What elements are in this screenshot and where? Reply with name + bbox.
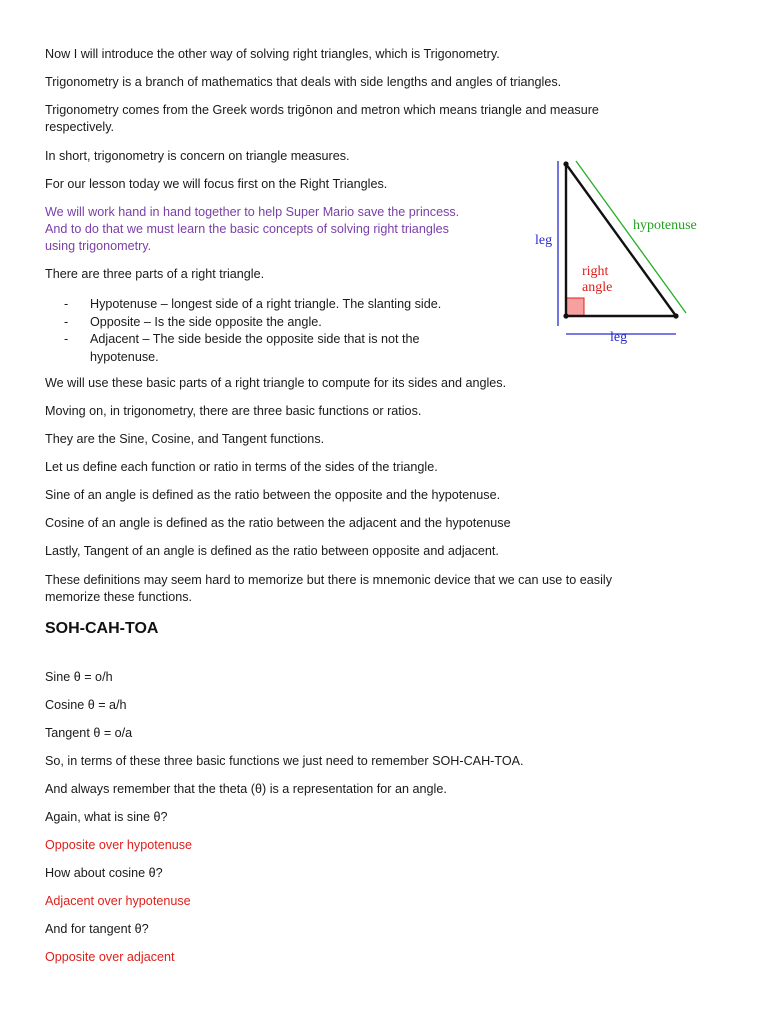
paragraph-origin-line2: respectively. [45,120,115,134]
label-hypotenuse: hypotenuse [633,218,697,233]
paragraph-use-parts: We will use these basic parts of a right triangle to compute for its sides and angles. [45,376,507,390]
right-angle-marker [566,298,584,316]
paragraph-they-are: They are the Sine, Cosine, and Tangent functions. [45,432,325,446]
list-item: - Adjacent – The side beside the opposite side that is not the hypotenuse. [64,332,420,364]
question-cosine: How about cosine θ? [45,866,163,880]
answer-sine: Opposite over hypotenuse [45,838,193,852]
paragraph-origin-line1: Trigonometry comes from the Greek words trigōnon and metron which means triangle and measure [45,103,599,117]
paragraph-focus: For our lesson today we will focus first on the Right Triangles. [45,177,388,191]
paragraph-cosine-def: Cosine of an angle is defined as the ratio between the adjacent and the hypotenuse [45,516,511,530]
answer-cosine: Adjacent over hypotenuse [45,894,191,908]
parts-list [64,296,490,366]
paragraph-define-each: Let us define each function or ratio in terms of the sides of the triangle. [45,460,438,474]
right-triangle-figure [528,156,718,351]
paragraph-theta-note: And always remember that the theta (θ) is a representation for an angle. [45,782,447,796]
paragraph-short: In short, trigonometry is concern on triangle measures. [45,149,350,163]
paragraph-sine-def: Sine of an angle is defined as the ratio between the opposite and the hypotenuse. [45,488,501,502]
paragraph-mnemonic-line1: These definitions may seem hard to memorize but there is mnemonic device that we can use to easily [45,573,612,587]
label-right-angle-line1: right [582,264,609,279]
vertex-right-angle [563,313,568,318]
paragraph-parts-intro: There are three parts of a right triangle. [45,267,265,281]
question-sine: Again, what is sine θ? [45,810,168,824]
paragraph-mnemonic-line2: memorize these functions. [45,590,192,604]
label-leg-vertical: leg [535,233,553,248]
paragraph-mario-line3: using trigonometry. [45,239,152,253]
paragraph-moving-on: Moving on, in trigonometry, there are three basic functions or ratios. [45,404,422,418]
vertex-bottom-right [673,313,678,318]
paragraph-intro: Now I will introduce the other way of solving right triangles, which is Trigonometry. [45,47,500,61]
list-item: - Opposite – Is the side opposite the angle. [64,314,322,329]
paragraph-mario-line2: And to do that we must learn the basic concepts of solving right triangles [45,222,449,236]
paragraph-definition: Trigonometry is a branch of mathematics that deals with side lengths and angles of triangles. [45,75,562,89]
formula-cosine: Cosine θ = a/h [45,698,127,712]
question-tangent: And for tangent θ? [45,922,149,936]
section-heading: SOH-CAH-TOA [45,620,159,637]
vertex-top [563,161,568,166]
formula-tangent: Tangent θ = o/a [45,726,133,740]
paragraph-tangent-def: Lastly, Tangent of an angle is defined as the ratio between opposite and adjacent. [45,544,499,558]
label-right-angle-line2: angle [582,280,613,295]
answer-tangent: Opposite over adjacent [45,950,175,964]
paragraph-mario-line1: We will work hand in hand together to help Super Mario save the princess. [45,205,460,219]
list-item: - Hypotenuse – longest side of a right triangle. The slanting side. [64,297,442,311]
paragraph-so-in-terms: So, in terms of these three basic functions we just need to remember SOH-CAH-TOA. [45,754,524,768]
label-leg-horizontal: leg [610,330,628,345]
formula-sine: Sine θ = o/h [45,670,113,684]
